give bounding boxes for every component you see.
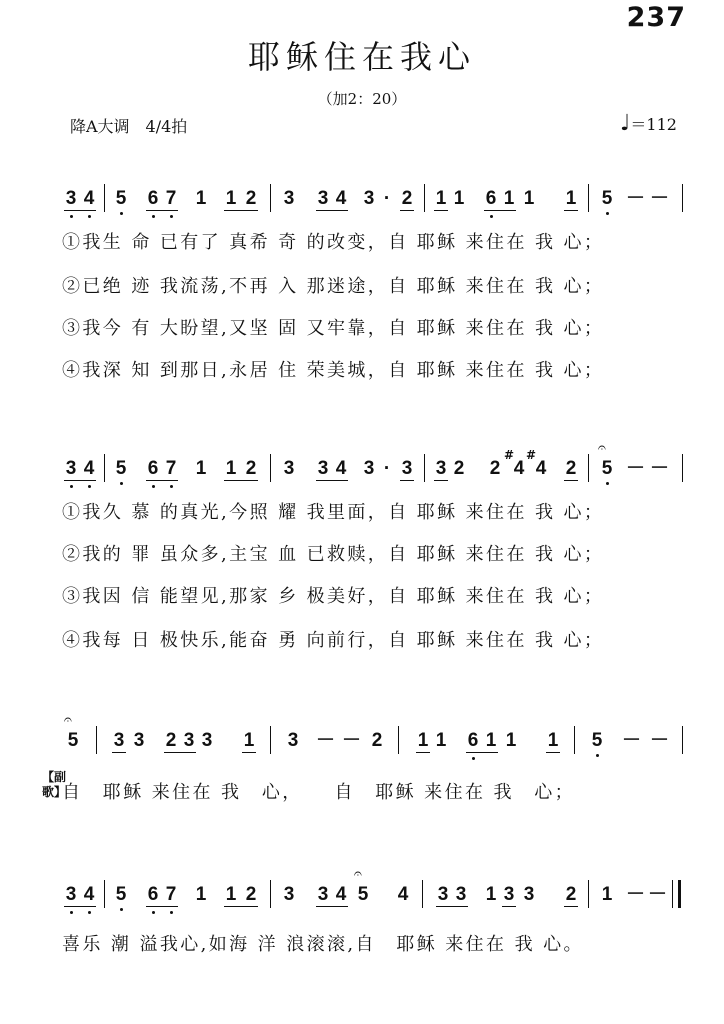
dash: － bbox=[622, 730, 642, 751]
song-title: 耶稣住在我心 bbox=[247, 38, 476, 76]
note: 3 bbox=[317, 884, 329, 905]
underline bbox=[564, 480, 578, 481]
note: 3 bbox=[65, 458, 77, 479]
note: 4 bbox=[535, 458, 547, 479]
note: 6 bbox=[147, 884, 159, 905]
note: 1 bbox=[503, 188, 515, 209]
augmentation-dot: · bbox=[383, 188, 391, 209]
underline bbox=[416, 752, 430, 753]
note: 6 bbox=[467, 730, 479, 751]
note: 5 bbox=[591, 730, 603, 751]
note: 2 bbox=[565, 458, 577, 479]
low-octave-dot bbox=[120, 482, 123, 485]
low-octave-dot bbox=[472, 757, 475, 760]
note: 1 bbox=[485, 730, 497, 751]
underline bbox=[146, 210, 178, 211]
barline bbox=[682, 184, 683, 212]
note: 3 bbox=[287, 730, 299, 751]
note: 1 bbox=[417, 730, 429, 751]
dash: － bbox=[650, 458, 670, 479]
lyric-line: ①我久 慕 的真光,今照 耀 我里面，自 耶稣 来住在 我 心； bbox=[62, 502, 605, 523]
note: 1 bbox=[505, 730, 517, 751]
note: 2 bbox=[453, 458, 465, 479]
chorus-label bbox=[40, 770, 67, 800]
note: 3 bbox=[65, 884, 77, 905]
low-octave-dot bbox=[170, 485, 173, 488]
note: 2 bbox=[245, 458, 257, 479]
underline bbox=[564, 210, 578, 211]
note: 1 bbox=[195, 188, 207, 209]
dash: － bbox=[648, 884, 668, 905]
note: 1 bbox=[485, 884, 497, 905]
page-number: 237 bbox=[626, 2, 686, 33]
augmentation-dot: · bbox=[383, 458, 391, 479]
note: 1 bbox=[523, 188, 535, 209]
chorus-label-text: 【副歌】 bbox=[42, 770, 67, 799]
note: 5 bbox=[115, 188, 127, 209]
lyric-line: ②我的 罪 虽众多,主宝 血 已救赎，自 耶稣 来住在 我 心； bbox=[62, 544, 605, 565]
low-octave-dot bbox=[120, 212, 123, 215]
lyric-line: ③我今 有 大盼望,又坚 固 又牢靠，自 耶稣 来住在 我 心； bbox=[62, 318, 605, 339]
barline bbox=[398, 726, 399, 754]
note: 2 bbox=[371, 730, 383, 751]
underline bbox=[224, 480, 258, 481]
note: 3 bbox=[65, 188, 77, 209]
note: 4 bbox=[335, 458, 347, 479]
note: 6 bbox=[485, 188, 497, 209]
low-octave-dot bbox=[88, 215, 91, 218]
note: 3 bbox=[435, 458, 447, 479]
barline bbox=[270, 726, 271, 754]
low-octave-dot bbox=[152, 911, 155, 914]
note: 1 bbox=[243, 730, 255, 751]
note: 3 bbox=[133, 730, 145, 751]
note: 2 bbox=[165, 730, 177, 751]
low-octave-dot bbox=[152, 215, 155, 218]
low-octave-dot bbox=[88, 485, 91, 488]
dash: － bbox=[342, 730, 362, 751]
note: 3 bbox=[437, 884, 449, 905]
note: 1 bbox=[453, 188, 465, 209]
note: 3 bbox=[503, 884, 515, 905]
underline bbox=[112, 752, 126, 753]
key-and-meter: 降A大调 4/4拍 bbox=[70, 117, 188, 136]
dash: － bbox=[650, 730, 670, 751]
barline bbox=[104, 454, 105, 482]
note: 3 bbox=[317, 458, 329, 479]
barline bbox=[588, 880, 589, 908]
underline bbox=[434, 210, 448, 211]
fermata-icon: 𝄐 bbox=[64, 712, 72, 728]
note: 4 bbox=[397, 884, 409, 905]
underline bbox=[224, 210, 258, 211]
underline bbox=[64, 906, 96, 907]
note: 1 bbox=[225, 458, 237, 479]
note: 1 bbox=[225, 188, 237, 209]
barline bbox=[574, 726, 575, 754]
note: 1 bbox=[435, 188, 447, 209]
barline bbox=[588, 184, 589, 212]
lyric-line: ④我深 知 到那日,永居 住 荣美城，自 耶稣 来住在 我 心； bbox=[62, 360, 605, 381]
note: 5 bbox=[357, 884, 369, 905]
note: 5 bbox=[115, 458, 127, 479]
underline bbox=[224, 906, 258, 907]
low-octave-dot bbox=[88, 911, 91, 914]
underline bbox=[64, 480, 96, 481]
low-octave-dot bbox=[120, 908, 123, 911]
barline bbox=[104, 184, 105, 212]
note: 7 bbox=[165, 884, 177, 905]
sharp-sign: # bbox=[504, 448, 515, 462]
note: 3 bbox=[401, 458, 413, 479]
dash: － bbox=[316, 730, 336, 751]
note: 7 bbox=[165, 458, 177, 479]
note: 3 bbox=[317, 188, 329, 209]
underline bbox=[502, 906, 516, 907]
note: 4 bbox=[335, 188, 347, 209]
note: 3 bbox=[283, 458, 295, 479]
low-octave-dot bbox=[170, 911, 173, 914]
barline bbox=[270, 454, 271, 482]
note: 7 bbox=[165, 188, 177, 209]
lyric-line: ②已绝 迹 我流荡,不再 入 那迷途，自 耶稣 来住在 我 心； bbox=[62, 276, 605, 297]
note: 3 bbox=[523, 884, 535, 905]
barline bbox=[588, 454, 589, 482]
barline bbox=[424, 454, 425, 482]
barline bbox=[682, 454, 683, 482]
note: 3 bbox=[363, 188, 375, 209]
note: 1 bbox=[601, 884, 613, 905]
underline bbox=[436, 906, 468, 907]
note: 1 bbox=[565, 188, 577, 209]
underline bbox=[400, 210, 414, 211]
note: 5 bbox=[115, 884, 127, 905]
dash: － bbox=[626, 458, 646, 479]
barline bbox=[270, 184, 271, 212]
note: 1 bbox=[195, 884, 207, 905]
dash: － bbox=[626, 884, 646, 905]
note: 6 bbox=[147, 188, 159, 209]
underline bbox=[164, 752, 196, 753]
low-octave-dot bbox=[490, 215, 493, 218]
underline bbox=[546, 752, 560, 753]
underline bbox=[64, 210, 96, 211]
underline bbox=[400, 480, 414, 481]
low-octave-dot bbox=[70, 911, 73, 914]
lyric-line: 喜乐 潮 溢我心,如海 洋 浪滚滚,自 耶稣 来住在 我 心。 bbox=[62, 934, 584, 955]
underline bbox=[316, 906, 348, 907]
tempo-value: ＝112 bbox=[630, 115, 677, 134]
note: 3 bbox=[283, 188, 295, 209]
note: 3 bbox=[113, 730, 125, 751]
dash: － bbox=[626, 188, 646, 209]
fermata-icon: 𝄐 bbox=[354, 866, 362, 882]
low-octave-dot bbox=[70, 485, 73, 488]
underline bbox=[484, 210, 516, 211]
note: 2 bbox=[245, 884, 257, 905]
lyric-line: ①我生 命 已有了 真希 奇 的改变，自 耶稣 来住在 我 心； bbox=[62, 232, 605, 253]
underline bbox=[242, 752, 256, 753]
notation-line-1 bbox=[60, 170, 688, 230]
underline bbox=[146, 906, 178, 907]
barline bbox=[104, 880, 105, 908]
note: 3 bbox=[283, 884, 295, 905]
note: 5 bbox=[601, 188, 613, 209]
note: 6 bbox=[147, 458, 159, 479]
low-octave-dot bbox=[596, 754, 599, 757]
note: 1 bbox=[195, 458, 207, 479]
lyric-line: ③我因 信 能望见,那家 乡 极美好，自 耶稣 来住在 我 心； bbox=[62, 586, 605, 607]
note: 2 bbox=[401, 188, 413, 209]
note: 3 bbox=[363, 458, 375, 479]
barline bbox=[422, 880, 423, 908]
underline bbox=[146, 480, 178, 481]
note: 3 bbox=[201, 730, 213, 751]
barline bbox=[672, 880, 673, 908]
note: 2 bbox=[565, 884, 577, 905]
underline bbox=[316, 480, 348, 481]
lyric-line: 自 耶稣 来住在 我 心， 自 耶稣 来住在 我 心； bbox=[62, 782, 576, 803]
barline bbox=[270, 880, 271, 908]
note: 2 bbox=[245, 188, 257, 209]
underline bbox=[434, 480, 448, 481]
sharp-sign: # bbox=[526, 448, 537, 462]
note: 5 bbox=[601, 458, 613, 479]
low-octave-dot bbox=[152, 485, 155, 488]
low-octave-dot bbox=[170, 215, 173, 218]
note: 4 bbox=[83, 458, 95, 479]
final-barline bbox=[678, 880, 681, 908]
note: 2 bbox=[489, 458, 501, 479]
note: 1 bbox=[547, 730, 559, 751]
underline bbox=[316, 210, 348, 211]
quarter-note-icon: ♩ bbox=[620, 111, 631, 136]
tempo-marking bbox=[620, 112, 677, 135]
barline bbox=[96, 726, 97, 754]
note: 3 bbox=[455, 884, 467, 905]
low-octave-dot bbox=[70, 215, 73, 218]
note: 4 bbox=[83, 884, 95, 905]
note: 1 bbox=[435, 730, 447, 751]
barline bbox=[682, 726, 683, 754]
note: 4 bbox=[335, 884, 347, 905]
note: 5 bbox=[67, 730, 79, 751]
underline bbox=[564, 906, 578, 907]
low-octave-dot bbox=[606, 482, 609, 485]
barline bbox=[424, 184, 425, 212]
underline bbox=[466, 752, 498, 753]
note: 4 bbox=[83, 188, 95, 209]
fermata-icon: 𝄐 bbox=[598, 440, 606, 456]
notation-line-2 bbox=[60, 440, 688, 500]
note: 1 bbox=[225, 884, 237, 905]
notation-line-3 bbox=[60, 712, 688, 772]
note: 4 bbox=[513, 458, 525, 479]
note: 3 bbox=[183, 730, 195, 751]
notation-line-4 bbox=[60, 866, 688, 926]
dash: － bbox=[650, 188, 670, 209]
low-octave-dot bbox=[606, 212, 609, 215]
scripture-reference: （加2：20） bbox=[317, 90, 407, 108]
lyric-line: ④我每 日 极快乐,能奋 勇 向前行，自 耶稣 来住在 我 心； bbox=[62, 630, 605, 651]
